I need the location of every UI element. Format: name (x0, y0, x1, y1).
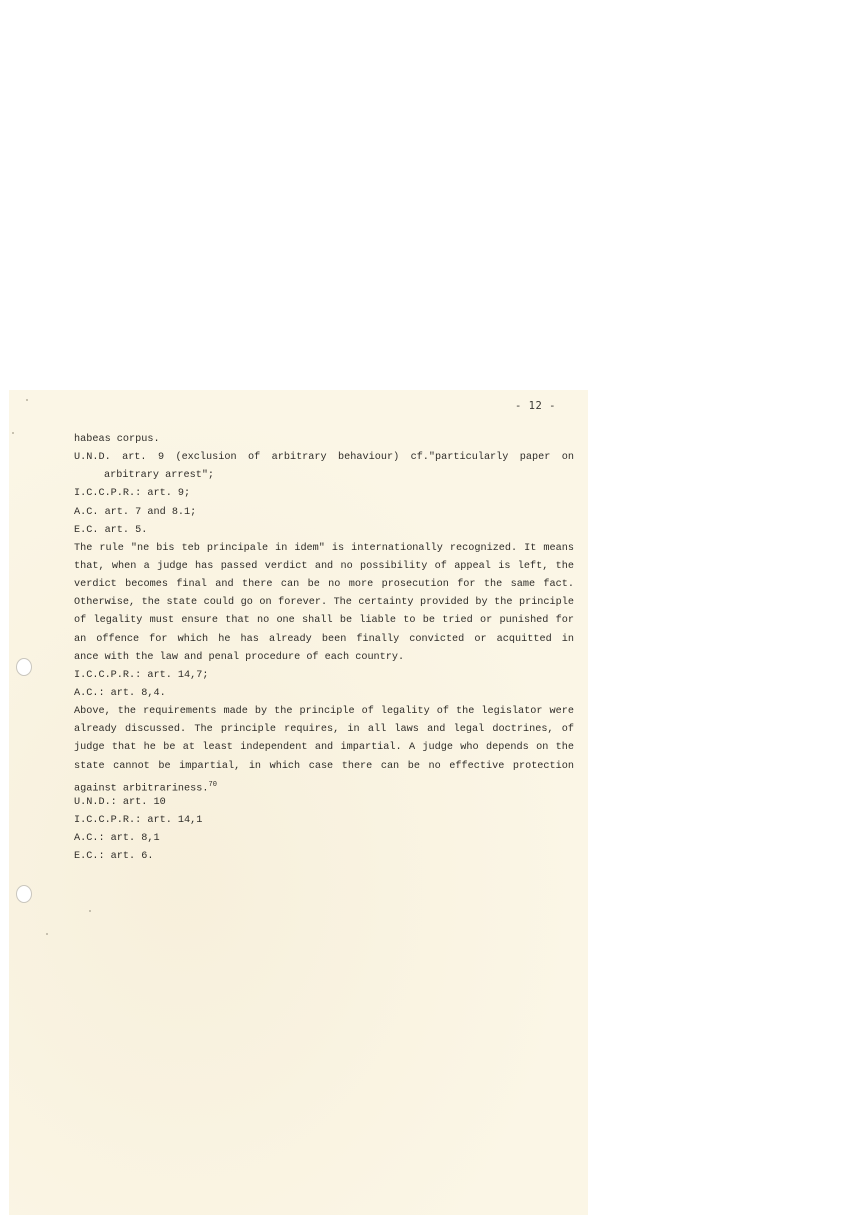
text-line: I.C.C.P.R.: art. 14,1 (74, 814, 203, 826)
scan-speck (89, 910, 91, 912)
text-line: U.N.D. art. 9 (exclusion of arbitrary behaviour) cf."particularly paper on (74, 452, 574, 464)
text-line: habeas corpus. (74, 434, 160, 445)
text-line: verdict becomes final and there can be no more prosecution for the same fact. (74, 579, 574, 591)
text-line: arbitrary arrest"; (104, 470, 215, 482)
text-line: against arbitrariness. (74, 783, 209, 794)
scan-speck (46, 933, 48, 935)
text-line: that, when a judge has passed verdict and no possibility of appeal is left, the (74, 560, 574, 572)
punch-hole (16, 885, 32, 903)
text-line: an offence for which he has already been finally convicted or acquitted in (74, 633, 574, 645)
text-line: A.C.: art. 8,4. (74, 687, 166, 699)
text-line: already discussed. The principle requires, in all laws and legal doctrines, of (74, 724, 574, 736)
text-line: A.C.: art. 8,1 (74, 833, 160, 845)
text-line: of legality must ensure that no one shall be liable to be tried or punished for (74, 615, 574, 627)
punch-hole (16, 658, 32, 676)
scan-speck (12, 432, 14, 434)
text-line: judge that he be at least independent and impartial. A judge who depends on the (74, 742, 574, 754)
footnote-ref: 70 (208, 780, 217, 789)
text-line: Above, the requirements made by the principle of legality of the legislator were (74, 706, 574, 718)
text-line: state cannot be impartial, in which case there can be no effective protection (74, 760, 574, 772)
text-line: E.C.: art. 6. (74, 851, 154, 863)
text-line: The rule "ne bis teb principale in idem" is internationally recognized. It means (74, 542, 574, 554)
typed-text (74, 431, 574, 866)
text-line: ance with the law and penal procedure of each country. (74, 651, 405, 663)
text-line: Otherwise, the state could go on forever. The certainty provided by the principle (74, 597, 574, 609)
text-line: E.C. art. 5. (74, 524, 148, 536)
text-line: I.C.C.P.R.: art. 14,7; (74, 669, 209, 681)
scanned-page (9, 390, 588, 1215)
text-line: A.C. art. 7 and 8.1; (74, 506, 197, 518)
text-line: I.C.C.P.R.: art. 9; (74, 488, 191, 500)
page-number: - 12 - (515, 400, 556, 412)
text-line: U.N.D.: art. 10 (74, 796, 166, 808)
scan-speck (26, 399, 28, 401)
